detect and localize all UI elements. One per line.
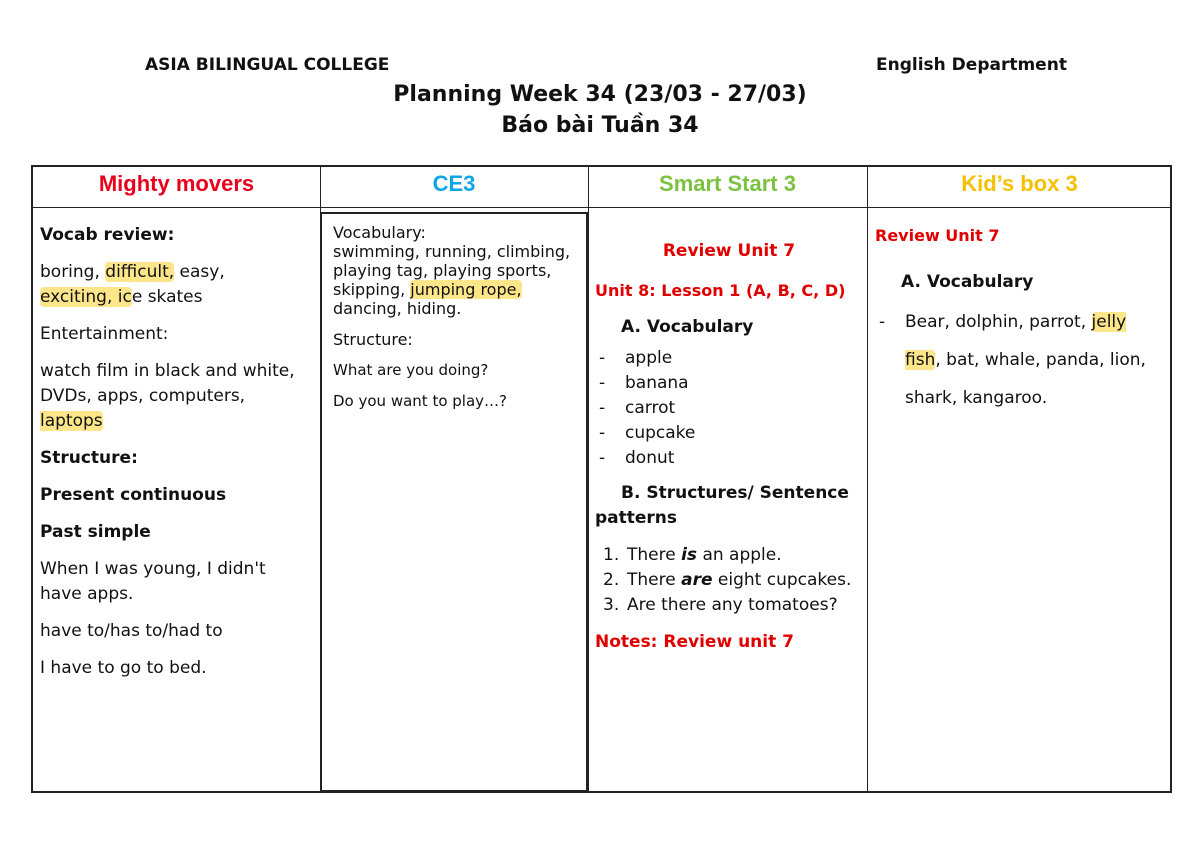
kids-box-cell — [875, 223, 1165, 417]
vocabulary-label: Vocabulary: — [333, 223, 426, 242]
highlighted-word: exciting, ic — [40, 287, 132, 307]
header-divider — [33, 207, 1170, 208]
list-item: - carrot — [595, 396, 863, 421]
heading-ce3: CE3 — [432, 171, 476, 196]
heading-smart-start: Smart Start 3 — [659, 171, 796, 196]
vocabulary-heading: A. Vocabulary — [901, 272, 1034, 292]
word: watch film in black and white, DVDs, apps, computers, — [40, 361, 295, 406]
list-number: 3. — [603, 595, 620, 615]
review-unit: Review Unit 7 — [662, 241, 796, 261]
heading-mighty-movers: Mighty movers — [98, 171, 255, 196]
structures-heading: B. Structures/ Sentence patterns — [595, 483, 849, 528]
structure-label: Structure: — [40, 448, 138, 468]
list-item: - banana — [595, 371, 863, 396]
vocabulary-heading: A. Vocabulary — [621, 317, 754, 337]
text: There — [627, 570, 682, 590]
text: eight cupcakes. — [712, 570, 852, 590]
highlighted-word: jelly fish — [905, 312, 1127, 370]
example-sentence: have to/has to/had to — [40, 621, 223, 641]
sentence-list — [595, 543, 863, 618]
word: e skates — [131, 287, 203, 307]
list-item: - apple — [595, 346, 863, 371]
vocab-list — [595, 346, 863, 471]
department-name: English Department — [876, 55, 1067, 75]
page-subtitle: Báo bài Tuần 34 — [501, 113, 699, 138]
notes: Notes: Review unit 7 — [595, 632, 794, 652]
highlighted-word: jumping rope, — [410, 280, 522, 299]
smart-start-cell — [595, 239, 863, 667]
mighty-movers-cell — [40, 223, 312, 693]
question: Do you want to play…? — [333, 392, 507, 410]
question: What are you doing? — [333, 361, 489, 379]
list-item — [595, 593, 863, 618]
vocab-words — [40, 260, 312, 310]
past-simple: Past simple — [40, 522, 151, 542]
list-item — [595, 543, 863, 568]
present-continuous: Present continuous — [40, 485, 227, 505]
text: are — [681, 570, 713, 590]
ce3-cell — [333, 223, 578, 423]
text: Are there any tomatoes? — [627, 595, 838, 615]
unit-lesson: Unit 8: Lesson 1 (A, B, C, D) — [595, 281, 846, 300]
column-divider — [588, 167, 589, 791]
word: easy, — [174, 262, 225, 282]
highlighted-word: laptops — [40, 411, 103, 431]
list-item — [595, 568, 863, 593]
highlighted-word: difficult, — [105, 262, 175, 282]
list-number: 1. — [603, 545, 620, 565]
words: , bat, whale, panda, lion, shark, kangaroo. — [905, 350, 1146, 408]
entertainment-label: Entertainment: — [40, 324, 169, 344]
list-item: - cupcake — [595, 421, 863, 446]
words: swimming, running, climbing, playing tag, playing sports, skipping, — [333, 242, 571, 299]
planning-table — [31, 165, 1172, 793]
text: There — [627, 545, 682, 565]
entertainment-words — [40, 359, 312, 434]
list-number: 2. — [603, 570, 620, 590]
example-sentence: I have to go to bed. — [40, 658, 207, 678]
ce3-vocab — [333, 223, 578, 318]
vocab-review-label: Vocab review: — [40, 225, 175, 245]
school-name: ASIA BILINGUAL COLLEGE — [145, 55, 390, 75]
vocab-list-item — [875, 303, 1165, 417]
words: dancing, hiding. — [333, 299, 462, 318]
structure-label: Structure: — [333, 330, 413, 349]
example-sentence: When I was young, I didn't have apps. — [40, 559, 266, 604]
text: is — [681, 545, 698, 565]
heading-kids-box: Kid’s box 3 — [961, 171, 1078, 196]
words: Bear, dolphin, parrot, — [905, 312, 1087, 332]
list-item: - donut — [595, 446, 863, 471]
review-unit: Review Unit 7 — [875, 226, 1000, 245]
page-title: Planning Week 34 (23/03 - 27/03) — [393, 82, 807, 107]
text: an apple. — [697, 545, 782, 565]
column-divider — [867, 167, 868, 791]
word: boring, — [40, 262, 100, 282]
